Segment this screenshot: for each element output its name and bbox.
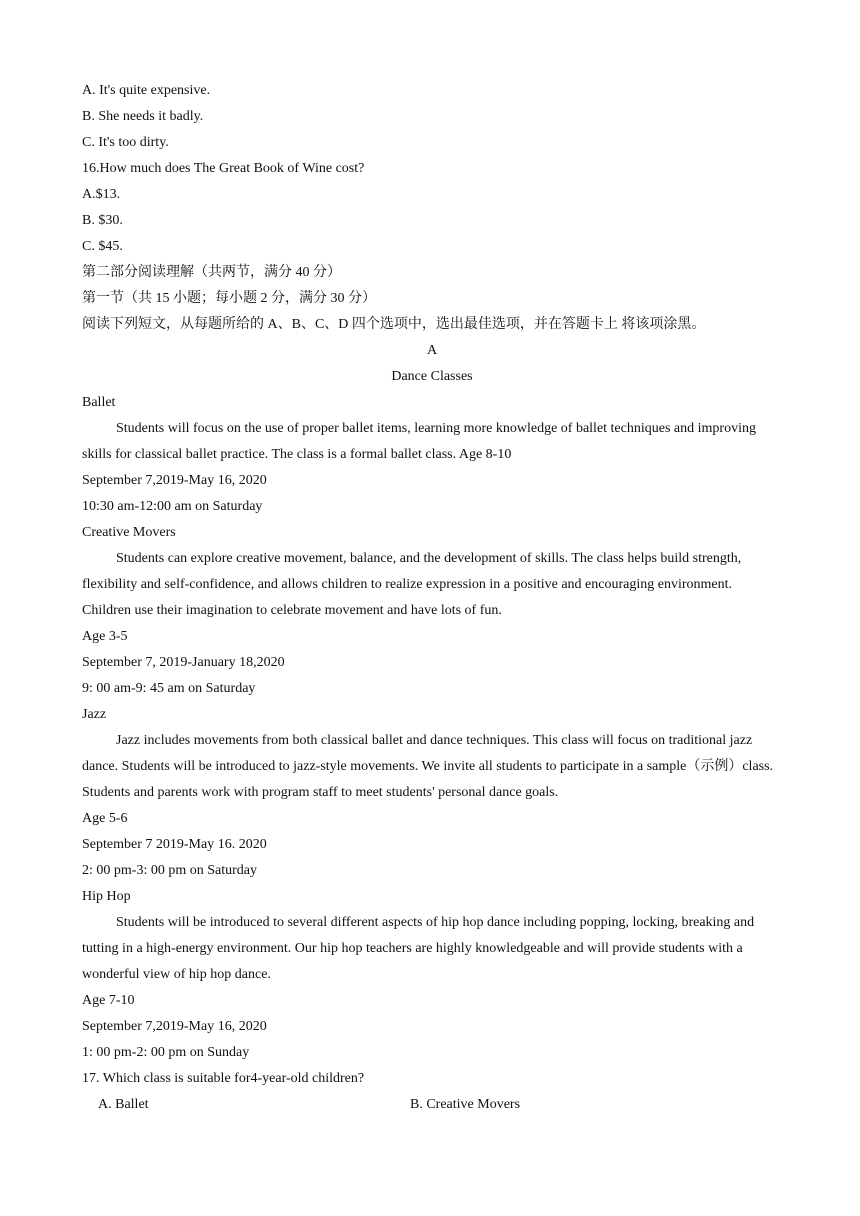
creative-age: Age 3-5 [82, 629, 128, 644]
ballet-description: Students will focus on the use of proper ballet items, learning more knowledge of ballet techniques and improving skills for classical ballet practice. The class is a formal ballet class. Age 8-10 [82, 421, 756, 462]
hiphop-heading: Hip Hop [82, 889, 131, 904]
q17-options [82, 1092, 782, 1118]
q17-option-b: B. Creative Movers [410, 1097, 521, 1112]
creative-description: Students can explore creative movement, balance, and the development of skills. The class helps build strength, flexibility and self-confidence, and allows children to realize expression in a positive and encouraging environment. Children use their imagination to celebrate movement and have lots of fun. [82, 551, 742, 618]
q15-option-c: C. It's too dirty. [82, 135, 169, 150]
q17-option-a: A. Ballet [98, 1097, 149, 1112]
reading-instruction: 阅读下列短文，从每题所给的 A、B、C、D 四个选项中，选出最佳选项，并在答题卡上 将该项涂黑。 [82, 317, 706, 332]
q16-option-b: B. $30. [82, 213, 123, 228]
hiphop-description: Students will be introduced to several different aspects of hip hop dance including popping, locking, breaking and tutting in a high-energy environment. Our hip hop teachers are highly knowledgeable and will provide students with a wonderful view of hip hop dance. [82, 915, 755, 982]
jazz-time: 2: 00 pm-3: 00 pm on Saturday [82, 863, 257, 878]
document-content [82, 78, 782, 1118]
part2-heading: 第二部分阅读理解（共两节，满分 40 分） [82, 265, 341, 280]
section1-heading: 第一节（共 15 小题；每小题 2 分，满分 30 分） [82, 291, 376, 306]
hiphop-time: 1: 00 pm-2: 00 pm on Sunday [82, 1045, 250, 1060]
creative-heading: Creative Movers [82, 525, 176, 540]
passage-title: Dance Classes [391, 369, 473, 384]
jazz-heading: Jazz [82, 707, 107, 722]
ballet-dates: September 7,2019-May 16, 2020 [82, 473, 267, 488]
q15-option-b: B. She needs it badly. [82, 109, 204, 124]
q17-question: 17. Which class is suitable for4-year-old children? [82, 1071, 365, 1086]
ballet-heading: Ballet [82, 395, 116, 410]
hiphop-age: Age 7-10 [82, 993, 135, 1008]
q16-question: 16.How much does The Great Book of Wine cost? [82, 161, 365, 176]
creative-dates: September 7, 2019-January 18,2020 [82, 655, 285, 670]
q16-option-c: C. $45. [82, 239, 123, 254]
jazz-age: Age 5-6 [82, 811, 128, 826]
jazz-dates: September 7 2019-May 16. 2020 [82, 837, 267, 852]
q15-option-a: A. It's quite expensive. [82, 83, 211, 98]
hiphop-dates: September 7,2019-May 16, 2020 [82, 1019, 267, 1034]
passage-letter: A [426, 343, 438, 358]
jazz-description: Jazz includes movements from both classical ballet and dance techniques. This class will focus on traditional jazz dance. Students will be introduced to jazz-style movements. We invite all students to participate in a sample（示例）class. Students and parents work with program staff to meet students' personal dance goals. [82, 733, 774, 800]
ballet-time: 10:30 am-12:00 am on Saturday [82, 499, 263, 514]
q16-option-a: A.$13. [82, 187, 121, 202]
creative-time: 9: 00 am-9: 45 am on Saturday [82, 681, 256, 696]
